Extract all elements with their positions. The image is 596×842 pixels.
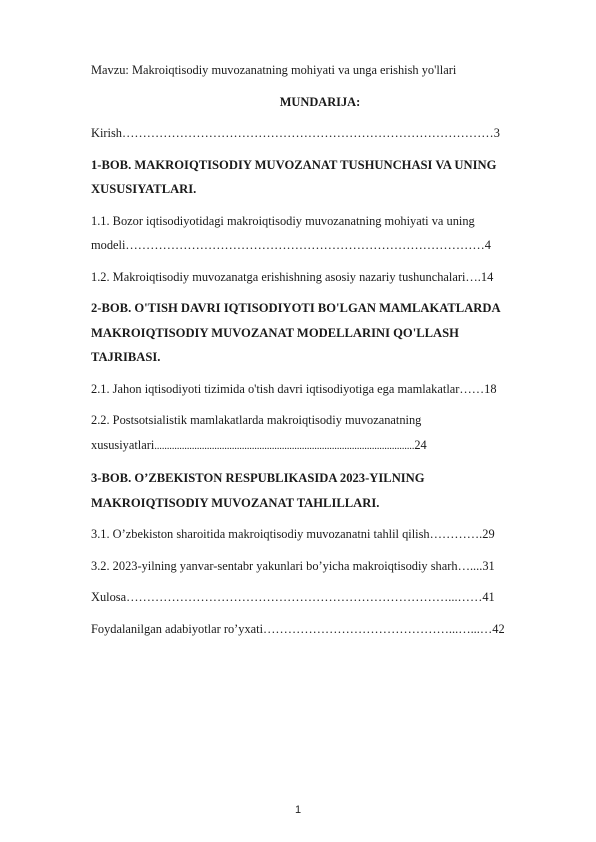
chapter-2-title-line-3: TAJRIBASI. — [91, 350, 161, 364]
toc-entry-3-2: 3.2. 2023-yilning yanvar-sentabr yakunlari bo’yicha makroiqtisodiy sharh…....31 — [91, 558, 495, 573]
section-2-2-leader-dots: ........................................................................................................ — [154, 440, 415, 452]
toc-entry-references: Foydalanilgan adabiyotlar ro’yxati………………………………………...…...…42 — [91, 621, 505, 636]
toc-chapter-1 — [91, 153, 549, 202]
toc-entry-intro: Kirish………………………………………………………………………………3 — [91, 126, 500, 140]
page-number: 1 — [294, 804, 302, 816]
chapter-1-title-line-1: 1-BOB. MAKROIQTISODIY MUVOZANAT TUSHUNCHASI VA UNING — [91, 157, 497, 172]
table-of-contents — [91, 58, 549, 648]
chapter-3-title-line-1: 3-BOB. O’ZBEKISTON RESPUBLIKASIDA 2023-YILNING — [91, 471, 425, 485]
chapter-3-title-line-2: MAKROIQTISODIY MUVOZANAT TAHLILLARI. — [91, 495, 380, 510]
toc-entry-2-1: 2.1. Jahon iqtisodiyoti tizimida o'tish davri iqtisodiyotiga ega mamlakatlar……18 — [91, 381, 497, 396]
topic-line: Mavzu: Makroiqtisodiy muvozanatning mohiyati va unga erishish yo'llari — [91, 63, 457, 77]
toc-chapter-3 — [91, 466, 549, 515]
section-2-2-line-2 — [91, 433, 549, 460]
section-1-1-line-1: 1.1. Bozor iqtisodiyotidagi makroiqtisodiy muvozanatning mohiyati va uning — [91, 213, 475, 228]
toc-entry-2-2 — [91, 408, 549, 459]
toc-entry-1-1 — [91, 209, 549, 258]
chapter-1-title-line-2: XUSUSIYATLARI. — [91, 182, 197, 196]
section-1-1-line-2: modeli……………………………………………………………………………4 — [91, 238, 491, 252]
section-2-2-line-1: 2.2. Postsotsialistik mamlakatlarda makroiqtisodiy muvozanatning — [91, 413, 422, 427]
toc-entry-conclusion: Xulosa……………………………………………………………………...……41 — [91, 590, 495, 604]
section-2-2-text: xususiyatlari — [91, 437, 155, 452]
chapter-2-title-line-1: 2-BOB. O'TISH DAVRI IQTISODIYOTI BO'LGAN MAMLAKATLARDA — [91, 301, 501, 315]
toc-heading: MUNDARIJA: — [279, 94, 361, 109]
chapter-2-title-line-2: MAKROIQTISODIY MUVOZANAT MODELLARINI QO'LLASH — [91, 325, 459, 340]
toc-chapter-2 — [91, 296, 549, 370]
toc-entry-3-1: 3.1. O’zbekiston sharoitida makroiqtisodiy muvozanatni tahlil qilish………….29 — [91, 527, 495, 541]
toc-entry-1-2: 1.2. Makroiqtisodiy muvozanatga erishishning asosiy nazariy tushunchalari….14 — [91, 269, 494, 284]
section-2-2-page: 24 — [414, 437, 427, 452]
